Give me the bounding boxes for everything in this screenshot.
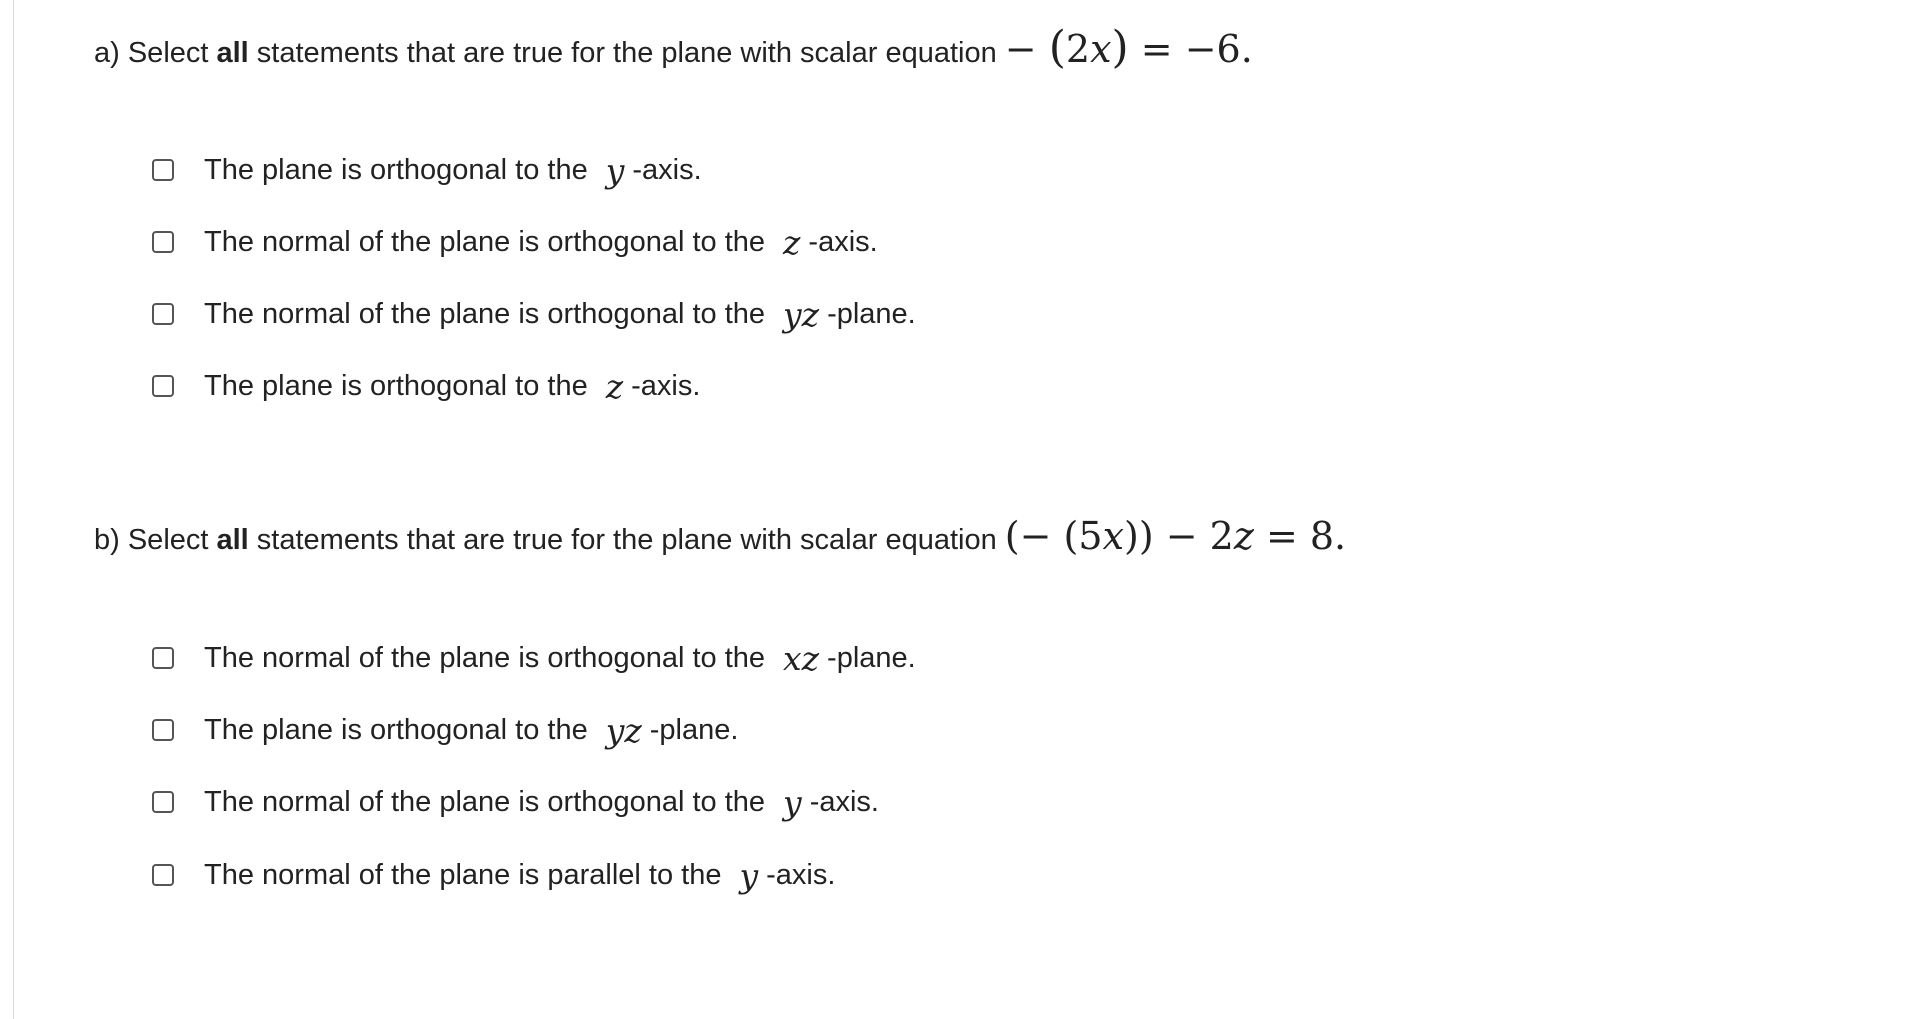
question-a-bold: all <box>216 37 249 69</box>
option-text: The normal of the plane is orthogonal to the <box>204 225 766 258</box>
option-tail: -plane. <box>827 641 916 674</box>
option-text: The normal of the plane is parallel to the <box>204 858 722 891</box>
checkbox[interactable] <box>152 303 174 325</box>
option-text: The plane is orthogonal to the <box>204 153 588 186</box>
option-variable: yz <box>783 294 820 334</box>
equation-a: − (2x) = −6. <box>1004 22 1253 73</box>
checkbox[interactable] <box>152 231 174 253</box>
option-a-3[interactable] <box>152 294 916 334</box>
option-text: The plane is orthogonal to the <box>204 369 588 402</box>
option-tail: -axis. <box>632 153 702 186</box>
option-tail: -plane. <box>649 713 739 746</box>
option-b-1[interactable] <box>152 638 916 678</box>
option-text: The normal of the plane is orthogonal to the <box>204 297 766 330</box>
question-a-prefix: a) Select <box>94 37 217 69</box>
option-tail: -axis. <box>766 858 836 891</box>
option-variable: xz <box>783 638 820 678</box>
question-a-suffix: statements that are true for the plane with scalar equation <box>248 37 997 69</box>
option-b-3[interactable] <box>152 782 879 822</box>
option-b-4[interactable] <box>152 855 835 895</box>
option-variable: z <box>783 222 801 262</box>
question-b-bold: all <box>216 524 249 556</box>
left-border <box>13 0 14 1019</box>
option-variable: y <box>605 150 625 190</box>
option-a-1[interactable] <box>152 150 702 190</box>
option-variable: y <box>783 782 802 822</box>
option-tail: -axis. <box>808 225 878 258</box>
option-text: The normal of the plane is orthogonal to the <box>204 785 766 818</box>
equation-b: (− (5x)) − 2z = 8. <box>1004 514 1347 558</box>
checkbox[interactable] <box>152 159 174 181</box>
option-b-2[interactable] <box>152 710 738 750</box>
question-a <box>94 22 1253 73</box>
option-tail: -plane. <box>827 297 916 330</box>
question-b-suffix: statements that are true for the plane with scalar equation <box>248 524 997 556</box>
option-a-2[interactable] <box>152 222 878 262</box>
option-text: The plane is orthogonal to the <box>204 713 588 746</box>
option-text: The normal of the plane is orthogonal to the <box>204 641 766 674</box>
checkbox[interactable] <box>152 647 174 669</box>
checkbox[interactable] <box>152 375 174 397</box>
question-b <box>94 516 1346 560</box>
option-variable: y <box>739 855 759 895</box>
option-tail: -axis. <box>809 785 879 818</box>
checkbox[interactable] <box>152 864 174 886</box>
checkbox[interactable] <box>152 719 174 741</box>
option-a-4[interactable] <box>152 366 700 406</box>
checkbox[interactable] <box>152 791 174 813</box>
question-b-prefix: b) Select <box>94 524 217 556</box>
option-tail: -axis. <box>631 369 701 402</box>
option-variable: z <box>605 366 624 406</box>
option-variable: yz <box>605 710 642 750</box>
